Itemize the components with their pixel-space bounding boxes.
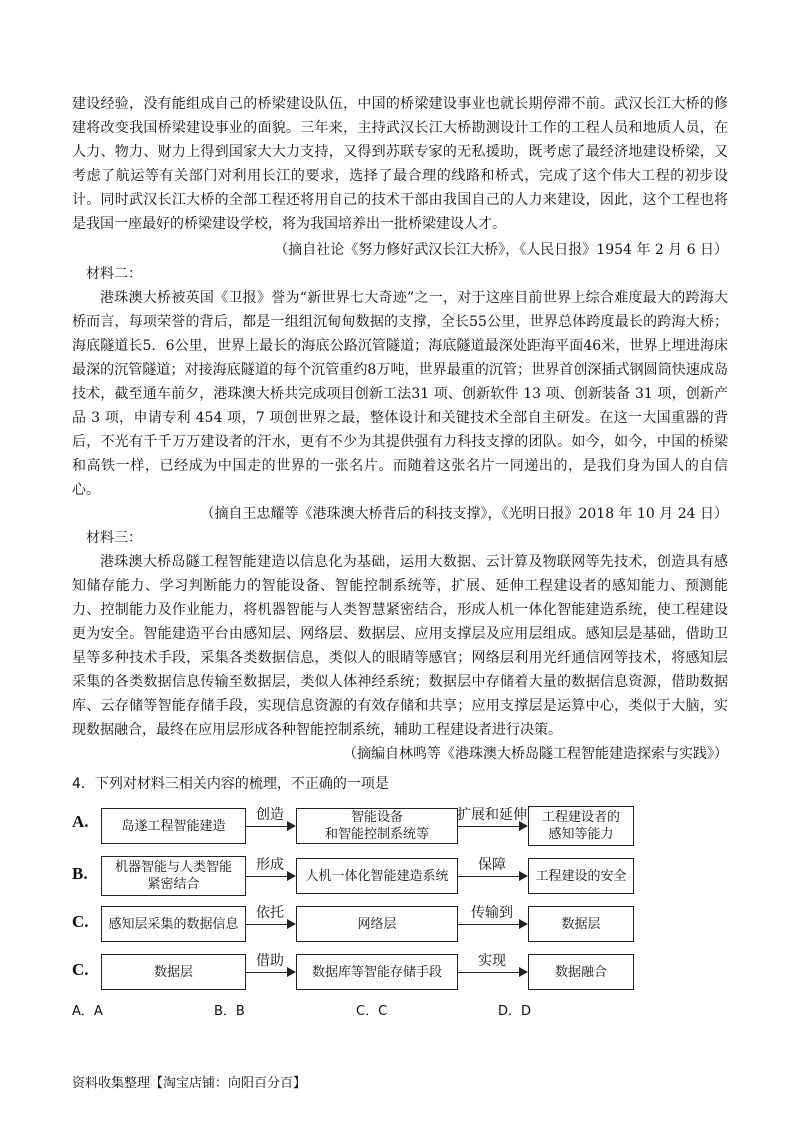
row-c-box-3: 数据层 [528, 906, 634, 942]
row-b-box-1: 机器智能与人类智能 紧密结合 [101, 856, 246, 896]
row-a-arrow-1 [246, 826, 294, 827]
answer-c[interactable]: C．C [356, 1004, 388, 1019]
option-letter-c: C. [72, 912, 89, 931]
row-c-box-1: 感知层采集的数据信息 [101, 906, 246, 942]
material-3-label: 材料三： [86, 530, 142, 546]
row-a-arrow-2-label: 扩展和延伸 [457, 807, 527, 823]
row-b-arrow-1 [246, 876, 294, 877]
footer-note: 资料收集整理【淘宝店铺：向阳百分百】 [72, 1076, 307, 1091]
material-3-text: 港珠澳大桥岛隧工程智能建造以信息化为基础，运用大数据、云计算及物联网等先技术，创造具有感知储存能力、学习判断能力的智能设备、智能控制系统等，扩展、延伸工程建设者的感知能力、预测能力、控制能力及作业能力，将机器智能与人类智慧紧密结合，形成人机一体化智能建造系统，使工程建设更为安全。智能建造平台由感知层、网络层、数据层、应用支撑层及应用层组成。感知层是基础，借助卫星等多种技术手段，采集各类数据信息，类似人的眼睛等感官；网络层利用光纤通信网等技术，将感知层采集的各类数据信息传输至数据层，类似人体神经系统；数据层中存储着大量的数据信息资源，借助数据库、云存储等智能存储手段，实现信息资源的有效存储和共享；应用支撑层是运算中心，类似于大脑，实现数据融合，最终在应用层形成各种智能控制系统，辅助工程建设者进行决策。 [72, 554, 728, 738]
row-b-arrow-2-label: 保障 [478, 857, 506, 873]
row-c-arrow-1 [246, 924, 294, 925]
row-d-box-3: 数据融合 [528, 954, 634, 990]
row-d-arrow-2 [458, 972, 526, 973]
answer-d[interactable]: D．D [498, 1004, 532, 1019]
row-d-arrow-1-label: 借助 [256, 953, 284, 969]
option-letter-a: A. [72, 812, 89, 831]
row-b-arrow-2 [458, 876, 526, 877]
material-2-label: 材料二： [86, 266, 142, 282]
row-c-box-2: 网络层 [296, 906, 458, 942]
row-d-arrow-2-label: 实现 [478, 953, 506, 969]
material-3-source: （摘编自林鸣等《港珠澳大桥岛隧工程智能建造探索与实践》） [343, 746, 728, 762]
material-2-source: （摘自王忠耀等《港珠澳大桥背后的科技支撑》，《光明日报》2018 年 10 月 24 日） [200, 506, 728, 522]
row-b-box-3: 工程建设的安全 [528, 858, 634, 894]
row-a-arrow-2 [458, 826, 526, 827]
row-c-arrow-2 [458, 924, 526, 925]
row-c-arrow-1-label: 依托 [256, 905, 284, 921]
material-2-text: 港珠澳大桥被英国《卫报》誉为“新世界七大奇迹”之一，对于这座目前世界上综合难度最大的跨海大桥而言，每项荣誉的背后，都是一组组沉甸甸数据的支撑，全长55公里，世界总体跨度最长的跨海大桥；海底隧道长5．6公里，世界上最长的海底公路沉管隧道；海底隧道最深处距海平面46米，世界上埋进海床最深的沉管隧道；对接海底隧道的每个沉管重约8万吨，世界最重的沉管；世界首创深插式钢圆筒快速成岛技术，截至通车前夕，港珠澳大桥共完成项目创新工法31 项、创新软件 13 项、创新装备 31 项，创新产品 3 项，申请专利 454 项，7 项创世界之最，整体设计和关键技术全部自主研发。在这一大国重器的背后，不光有千千万万建设者的汗水，更有不少为其提供强有力科技支撑的团队。如今，如今，中国的桥梁和高铁一样，已经成为中国走的世界的一张名片。而随着这张名片一同递出的，是我们身为国人的自信心。 [72, 290, 728, 498]
row-d-arrow-1 [246, 972, 294, 973]
row-b-arrow-1-label: 形成 [256, 857, 284, 873]
option-letter-d: C. [72, 960, 89, 979]
material-1-source: （摘自社论《努力修好武汉长江大桥》，《人民日报》1954 年 2 月 6 日） [274, 242, 728, 258]
question-stem: 4．下列对材料三相关内容的梳理，不正确的一项是 [72, 776, 389, 792]
row-a-box-3: 工程建设者的 感知等能力 [528, 806, 634, 846]
row-a-arrow-1-label: 创造 [256, 807, 284, 823]
row-b-box-2: 人机一体化智能建造系统 [296, 858, 458, 894]
row-d-box-2: 数据库等智能存储手段 [296, 954, 458, 990]
answer-b[interactable]: B．B [214, 1004, 245, 1019]
row-a-box-1: 岛遂工程智能建造 [101, 808, 246, 844]
row-c-arrow-2-label: 传输到 [471, 905, 513, 921]
material-1-text: 建设经验，没有能组成自己的桥梁建设队伍，中国的桥梁建设事业也就长期停滞不前。武汉长江大桥的修建将改变我国桥梁建设事业的面貌。三年来，主持武汉长江大桥勘测设计工作的工程人员和地质人员，在人力、物力、财力上得到国家大大力支持，又得到苏联专家的无私援助，既考虑了最经济地建设桥梁，又考虑了航运等有关部门对利用长江的要求，选择了最合理的线路和桥式，完成了这个伟大工程的初步设计。同时武汉长江大桥的全部工程还将用自己的技术干部由我国自己的人力来建设，因此，这个工程也将是我国一座最好的桥梁建设学校，将为我国培养出一批桥梁建设人才。 [72, 96, 728, 232]
row-d-box-1: 数据层 [101, 954, 246, 990]
option-letter-b: B. [72, 864, 88, 883]
row-a-box-2: 智能设备 和智能控制系统等 [296, 808, 458, 844]
answer-a[interactable]: A．A [72, 1004, 103, 1019]
